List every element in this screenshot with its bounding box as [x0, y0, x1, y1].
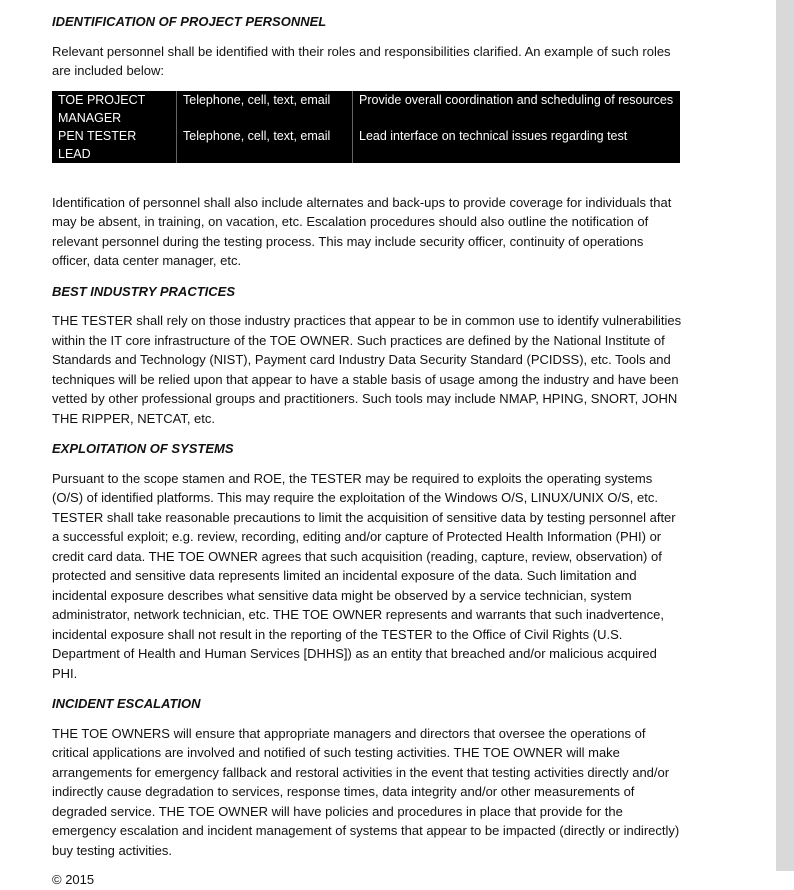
exploitation-body: Pursuant to the scope stamen and ROE, the TESTER may be required to exploits the operating systems (O/S) of identified platforms. This may require the exploitation of the Windows O/S, LINUX/UNIX O/S, etc. TESTER shall take reasonable precautions to limit the acquisition of sensitive data by testing personnel after a successful exploit; e.g. review, recording, editing and/or capture of Protected Health Information (PHI) or credit card data. THE TOE OWNER agrees that such acquisition (reading, capture, review, observation) of protected and sensitive data represents limited an incidental exposure of the data. Such limitation and incidental exposure describes what sensitive data might be observed by a service technician, system administrator, network technician, etc. THE TOE OWNER represents and warrants that such inadvertence, incidental exposure shall not result in the reporting of the TESTER to the Office of Civil Rights (U.S. Department of Health and Human Services [DHHS]) as an entity that breached and/or malicious acquired PHI. — [52, 470, 676, 681]
practices-body: THE TESTER shall rely on those industry practices that appear to be in common use to identify vulnerabilities within the IT core infrastructure of the TOE OWNER. Such practices are defined by the National Institute of Standards and Technology (NIST), Payment card Industry Data Security Standard (PCIDSS), etc. Tools and techniques will be relied upon that appear to have a stable basis of usage among the industry and have been vetted by other professional groups and practitioners. Such tools may include NMAP, HPING, SNORT, JOHN THE RIPPER, NETCAT, etc. — [52, 313, 682, 426]
section-heading-practices: BEST INDUSTRY PRACTICES — [52, 283, 235, 299]
vertical-scrollbar[interactable] — [776, 0, 794, 871]
responsibility-cell: Lead interface on technical issues regarding test — [359, 128, 628, 143]
personnel-intro: Relevant personnel shall be identified with their roles and responsibilities clarified. An example of such roles are included below: — [52, 43, 671, 78]
escalation-body: THE TOE OWNERS will ensure that appropriate managers and directors that oversee the operations of critical applications are involved and notified of such testing activities. THE TOE OWNER will make arrangements for emergency fallback and restoral activities in the event that testing activities directly and/or indirectly cause degradation to services, response times, data integrity and/or other measurements of degraded service. THE TOE OWNER will have policies and procedures in place that provide for the emergency escalation and incident management of systems that appear to be impacted (directly or indirectly) buy testing activities. — [52, 725, 680, 858]
document-content — [52, 12, 682, 890]
section-heading-exploitation: EXPLOITATION OF SYSTEMS — [52, 441, 234, 456]
contact-cell: Telephone, cell, text, email — [177, 127, 353, 163]
responsibility-cell: Provide overall coordination and scheduling of resources — [359, 92, 674, 107]
role-cell: PEN TESTER LEAD — [52, 127, 177, 163]
section-heading-escalation: INCIDENT ESCALATION — [52, 696, 201, 711]
role-cell: TOE PROJECT MANAGER — [52, 91, 177, 127]
section-heading-personnel: IDENTIFICATION OF PROJECT PERSONNEL — [52, 14, 327, 29]
table-row — [52, 91, 680, 127]
table-row — [52, 127, 680, 163]
contact-cell: Telephone, cell, text, email — [177, 91, 353, 127]
copyright-notice: © 2015 — [52, 872, 95, 887]
personnel-roles-table — [52, 91, 680, 163]
personnel-followup: Identification of personnel shall also include alternates and back-ups to provide coverage for individuals that may be absent, in training, on vacation, etc. Escalation procedures should also outline the notification of relevant personnel during the testing process. This may include security officer, continuity of operations officer, data center manager, etc. — [52, 194, 672, 268]
